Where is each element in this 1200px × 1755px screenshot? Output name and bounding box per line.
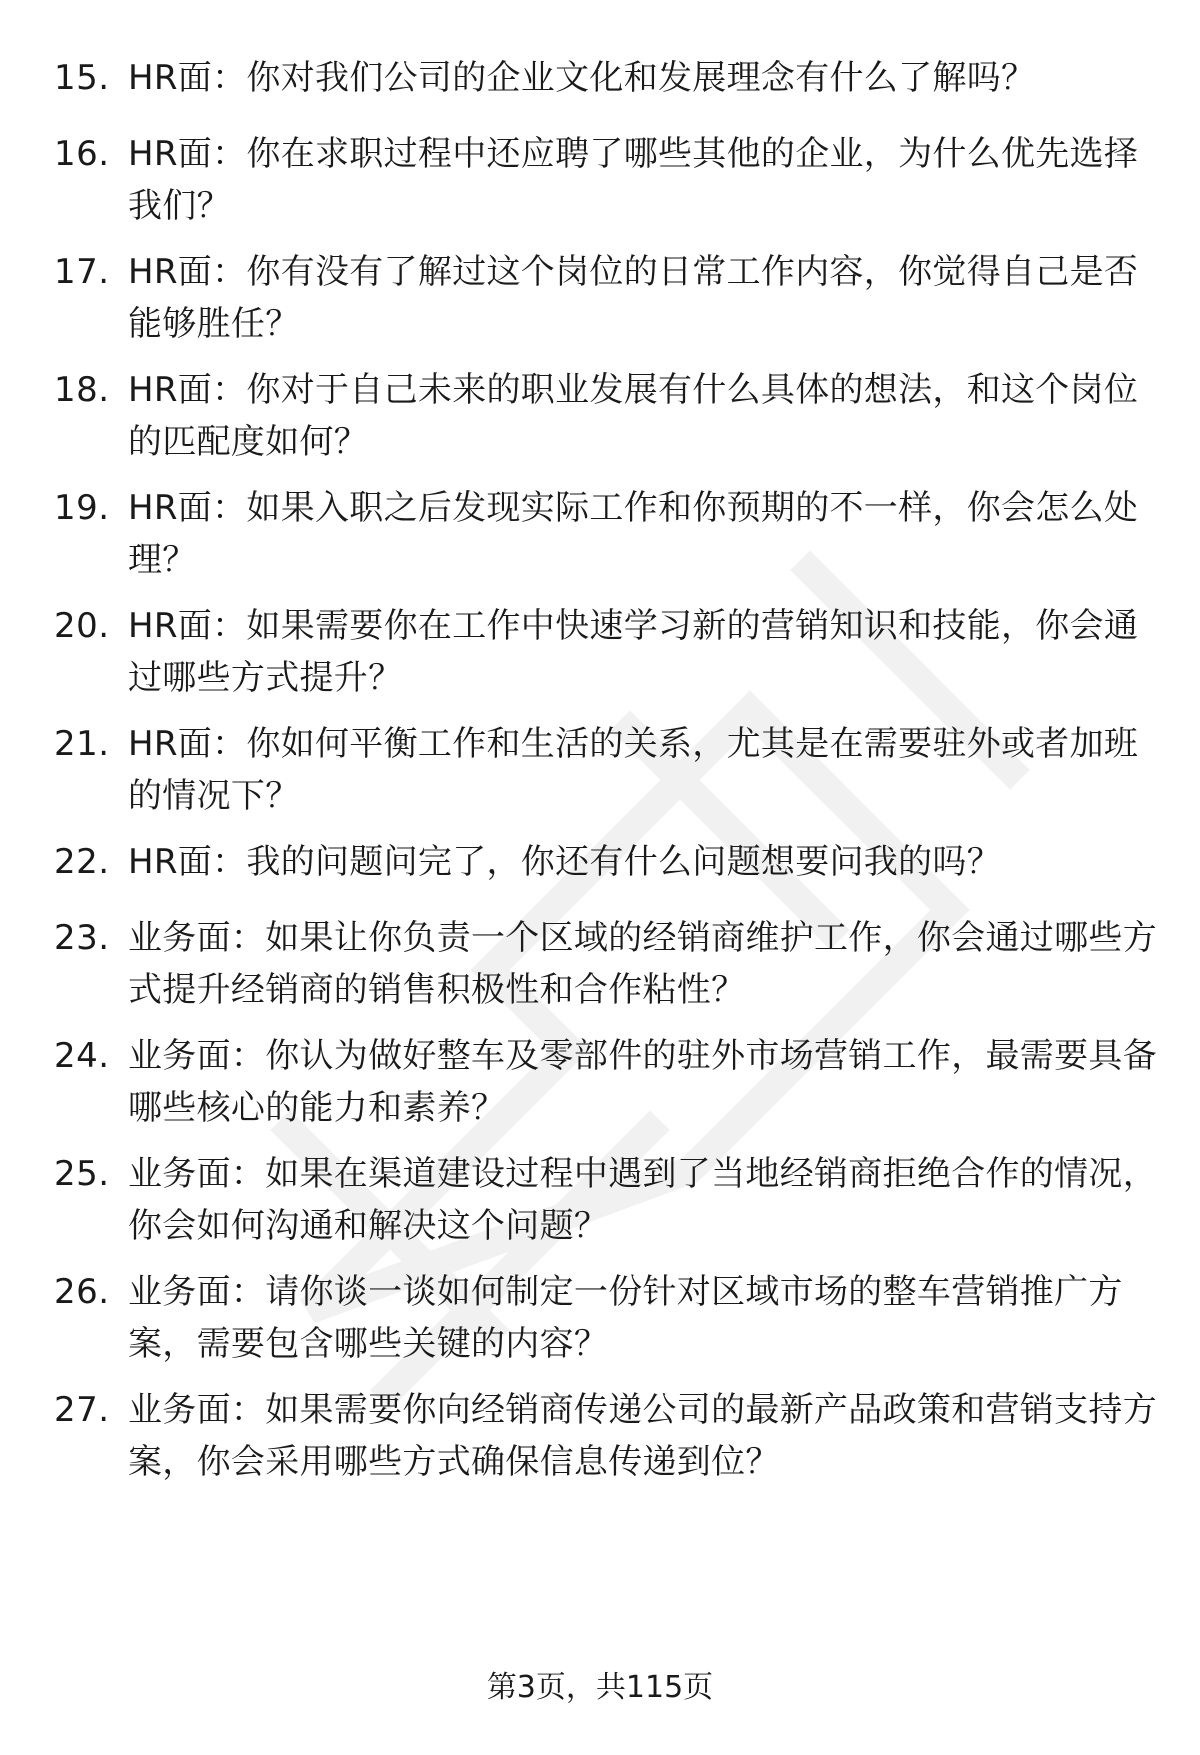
question-text: 业务面：如果让你负责一个区域的经销商维护工作，你会通过哪些方式提升经销商的销售积极性和合作粘性？	[128, 918, 1157, 1010]
page-footer: 第3页，共115页	[486, 1670, 714, 1705]
question-text: HR面：如果入职之后发现实际工作和你预期的不一样，你会怎么处理？	[128, 488, 1139, 580]
question-text: HR面：你对于自己未来的职业发展有什么具体的想法，和这个岗位的匹配度如何？	[128, 370, 1139, 462]
question-number: 17.	[54, 252, 110, 292]
question-number: 27.	[54, 1390, 110, 1430]
question-text: HR面：你有没有了解过这个岗位的日常工作内容，你觉得自己是否能够胜任？	[128, 252, 1139, 344]
question-number: 23.	[54, 918, 110, 958]
question-text: 业务面：如果在渠道建设过程中遇到了当地经销商拒绝合作的情况，你会如何沟通和解决这个问题？	[128, 1154, 1157, 1246]
question-text: 业务面：如果需要你向经销商传递公司的最新产品政策和营销支持方案，你会采用哪些方式确保信息传递到位？	[128, 1390, 1157, 1482]
question-text: HR面：你对我们公司的企业文化和发展理念有什么了解吗？	[128, 58, 1036, 98]
question-text: HR面：你在求职过程中还应聘了哪些其他的企业，为什么优先选择我们？	[128, 134, 1139, 226]
question-number: 19.	[54, 488, 110, 528]
question-number: 16.	[54, 134, 110, 174]
question-number: 26.	[54, 1272, 110, 1312]
question-number: 18.	[54, 370, 110, 410]
question-number: 20.	[54, 606, 110, 646]
question-number: 24.	[54, 1036, 110, 1076]
question-number: 21.	[54, 724, 110, 764]
question-text: 业务面：请你谈一谈如何制定一份针对区域市场的整车营销推广方案，需要包含哪些关键的内容？	[128, 1272, 1123, 1364]
question-text: HR面：如果需要你在工作中快速学习新的营销知识和技能，你会通过哪些方式提升？	[128, 606, 1139, 698]
question-number: 22.	[54, 842, 110, 882]
question-number: 25.	[54, 1154, 110, 1194]
question-text: 业务面：你认为做好整车及零部件的驻外市场营销工作，最需要具备哪些核心的能力和素养？	[128, 1036, 1157, 1128]
question-text: HR面：我的问题问完了，你还有什么问题想要问我的吗？	[128, 842, 1001, 882]
question-number: 15.	[54, 58, 110, 98]
question-text: HR面：你如何平衡工作和生活的关系，尤其是在需要驻外或者加班的情况下？	[128, 724, 1139, 816]
